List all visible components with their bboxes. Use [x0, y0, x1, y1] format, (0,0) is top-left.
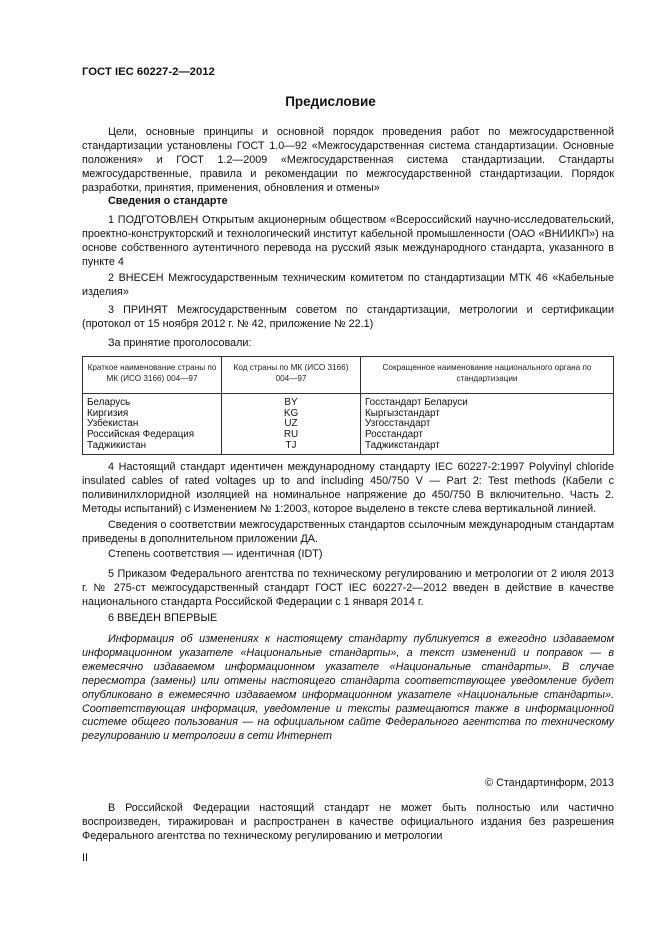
table-header-row: [83, 357, 614, 394]
country-cell: Киргизия: [83, 409, 222, 420]
countries-table: [82, 356, 614, 455]
country-cell: Таджикистан: [83, 441, 222, 455]
code-cell: TJ: [222, 441, 361, 455]
changes-notice: Информация об изменениях к настоящему стандарту публикуется в ежегодно издаваемом информационном указателе «Национальные стандарты», а текст изменений и поправок — в ежемесячно издаваемом информационном указателе «Национальные стандарты». В случае пересмотра (замены) или отмены настоящего стандарта соответствующее уведомление будет опубликовано в ежемесячно издаваемом информационном указателе «Национальные стандарты». Соответствующая информация, уведомление и тексты размещаются также в информационной системе общего пользования — на официальном сайте Федерального агентства по техническому регулированию и метрологии в сети Интернет: [82, 633, 614, 743]
item-2: 2 ВНЕСЕН Межгосударственным техническим комитетом по стандартизации МТК 46 «Кабельные изделия»: [82, 272, 614, 298]
body-cell: Узгосстандарт: [361, 419, 614, 430]
table-row: [83, 441, 614, 455]
page-title: Предисловие: [285, 94, 376, 109]
item-1: 1 ПОДГОТОВЛЕН Открытым акционерным обществом «Всероссийский научно-исследовательский, проектно-конструкторский и технологический институт кабельной промышленности (ОАО «ВНИИКП») на основе собственного аутентичного перевода на русский язык международного стандарта, указанного в пункте 4: [82, 214, 614, 268]
code-cell: KG: [222, 409, 361, 420]
item-3: 3 ПРИНЯТ Межгосударственным советом по стандартизации, метрологии и сертификации (протокол от 15 ноября 2012 г. № 42, приложение № 22.1): [82, 304, 614, 330]
code-cell: UZ: [222, 419, 361, 430]
code-cell: BY: [222, 394, 361, 409]
item-4-degree: Степень соответствия — идентичная (IDT): [108, 548, 323, 560]
table-row: [83, 409, 614, 420]
body-cell: Таджикстандарт: [361, 441, 614, 455]
country-cell: Беларусь: [83, 394, 222, 409]
page-number: II: [82, 852, 88, 864]
country-cell: Российская Федерация: [83, 430, 222, 441]
copyright: © Стандартинформ, 2013: [485, 777, 614, 789]
item-6: 6 ВВЕДЕН ВПЕРВЫЕ: [108, 612, 218, 624]
section-heading: Сведения о стандарте: [108, 195, 228, 207]
table-row: [83, 394, 614, 409]
item-5: 5 Приказом Федерального агентства по техническому регулированию и метрологии от 2 июля 2013 г. № 275-ст межгосударственный стандарт ГОСТ IEC 60227-2—2012 введен в действие в качестве национального стандарта Российской Федерации с 1 января 2014 г.: [82, 568, 614, 608]
body-cell: Росстандарт: [361, 430, 614, 441]
item-4-references: Сведения о соответствии межгосударственных стандартов ссылочным международным стандартам приведены в дополнительном приложении ДА.: [82, 519, 614, 545]
table-header-country: Краткое наименование страны по МК (ИСО 3166) 004—97: [83, 357, 222, 394]
voted-label: За принятие проголосовали:: [108, 337, 252, 349]
document-header: ГОСТ IEC 60227-2—2012: [82, 66, 215, 78]
country-cell: Узбекистан: [83, 419, 222, 430]
rights-notice: В Российской Федерации настоящий стандарт не может быть полностью или частично воспроизведен, тиражирован и распространен в качестве официального издания без разрешения Федерального агентства по техническому регулированию и метрологии: [82, 802, 614, 842]
table-row: [83, 430, 614, 441]
intro-paragraph: Цели, основные принципы и основной порядок проведения работ по межгосударственной стандартизации установлены ГОСТ 1.0—92 «Межгосударственная система стандартизации. Основные положения» и ГОСТ 1.2—2009 «Межгосударственная система стандартизации. Стандарты межгосударственные, правила и рекомендации по межгосударственной стандартизации. Порядок разработки, принятия, применения, обновления и отмены»: [82, 126, 614, 194]
table-header-body: Сокращенное наименование национального органа по стандартизации: [361, 357, 614, 394]
body-cell: Госстандарт Беларуси: [361, 394, 614, 409]
item-4: 4 Настоящий стандарт идентичен международному стандарту IEC 60227-2:1997 Polyvinyl chloride insulated cables of rated voltages up to and including 450/750 V — Part 2: Test methods (Кабели с поливинилхлоридной изоляцией на номинальное напряжение до 450/750 В включительно. Часть 2. Методы испытаний) с Изменением № 1:2003, которое выделено в тексте слева вертикальной линией.: [82, 461, 614, 515]
code-cell: RU: [222, 430, 361, 441]
body-cell: Кыргызстандарт: [361, 409, 614, 420]
table-header-code: Код страны по МК (ИСО 3166) 004—97: [222, 357, 361, 394]
